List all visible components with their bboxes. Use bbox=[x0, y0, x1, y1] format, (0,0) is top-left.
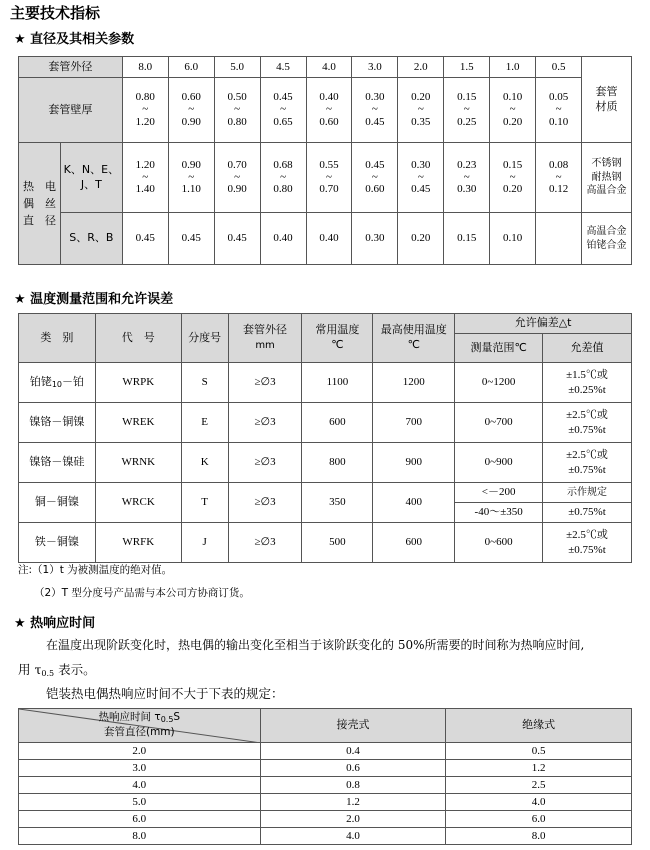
s-cell: 0.45 bbox=[168, 213, 214, 265]
normal-cell: 600 bbox=[302, 403, 373, 443]
diameter-cell: 8.0 bbox=[19, 828, 261, 845]
header-range: 测量范围℃ bbox=[455, 334, 543, 363]
s-cell: 0.30 bbox=[352, 213, 398, 265]
wall-label: 套管壁厚 bbox=[19, 78, 123, 143]
k-cell: 0.30 ~ 0.45 bbox=[398, 143, 444, 213]
max-cell: 1200 bbox=[373, 363, 455, 403]
code-cell: WRNK bbox=[95, 443, 181, 483]
header-od: 套管外径 mm bbox=[228, 314, 302, 363]
s-cell bbox=[536, 213, 582, 265]
od-cell: ≥∅3 bbox=[228, 443, 302, 483]
material-label-2: 材质 bbox=[595, 99, 618, 113]
wall-cell: 0.10 ~ 0.20 bbox=[490, 78, 536, 143]
range-cell: -40～±350 bbox=[455, 503, 543, 523]
range-cell: 0~900 bbox=[455, 443, 543, 483]
header-type: 类 别 bbox=[19, 314, 96, 363]
case-cell: 2.0 bbox=[260, 811, 446, 828]
s-cell: 0.15 bbox=[444, 213, 490, 265]
table-row bbox=[19, 794, 632, 811]
header-normal-temp: 常用温度 ℃ bbox=[302, 314, 373, 363]
header-value: 允差值 bbox=[543, 334, 632, 363]
grade-cell: K bbox=[181, 443, 228, 483]
od-cell: 1.5 bbox=[444, 57, 490, 78]
type-cell: 铁－铜镍 bbox=[19, 523, 96, 563]
od-cell: 1.0 bbox=[490, 57, 536, 78]
table-row bbox=[19, 828, 632, 845]
k-row bbox=[19, 143, 632, 213]
range-cell: 0~600 bbox=[455, 523, 543, 563]
od-cell: 4.0 bbox=[306, 57, 352, 78]
od-cell: ≥∅3 bbox=[228, 523, 302, 563]
range-cell: <－200 bbox=[455, 483, 543, 503]
paragraph-1: 在温度出现阶跃变化时，热电偶的输出变化至相当于该阶跃变化的 50%所需要的时间称为热响应时间, bbox=[46, 638, 585, 652]
paragraph-2: 用 $\tau_{0.5}$ 表示。 bbox=[18, 662, 96, 678]
k-cell: 1.20 ~ 1.40 bbox=[122, 143, 168, 213]
wall-cell: 0.50 ~ 0.80 bbox=[214, 78, 260, 143]
insulated-cell: 4.0 bbox=[446, 794, 632, 811]
grade-cell: T bbox=[181, 483, 228, 523]
wall-cell: 0.80 ~ 1.20 bbox=[122, 78, 168, 143]
table-row bbox=[19, 443, 632, 483]
diag-top-label: 热响应时间 $\tau_{0.5}S$ bbox=[98, 711, 181, 725]
insulated-cell: 2.5 bbox=[446, 777, 632, 794]
type-cell: 铜－铜镍 bbox=[19, 483, 96, 523]
s-cell: 0.20 bbox=[398, 213, 444, 265]
code-cell: WRFK bbox=[95, 523, 181, 563]
wall-cell: 0.30 ~ 0.45 bbox=[352, 78, 398, 143]
k-cell: 0.23 ~ 0.30 bbox=[444, 143, 490, 213]
s-cell: 0.40 bbox=[306, 213, 352, 265]
case-cell: 0.8 bbox=[260, 777, 446, 794]
wire-label: 热 电 偶 丝 直 径 bbox=[19, 143, 61, 265]
wall-cell: 0.60 ~ 0.90 bbox=[168, 78, 214, 143]
section3-heading: ★ 热响应时间 bbox=[14, 616, 96, 631]
k-label: K、N、E、 J、T bbox=[60, 143, 122, 213]
diameter-cell: 5.0 bbox=[19, 794, 261, 811]
grade-cell: S bbox=[181, 363, 228, 403]
tol-cell: 示作规定 bbox=[543, 483, 632, 503]
s-cell: 0.10 bbox=[490, 213, 536, 265]
paragraph-3: 铠装热电偶热响应时间不大于下表的规定： bbox=[46, 686, 284, 701]
diameter-cell: 4.0 bbox=[19, 777, 261, 794]
k-cell: 0.90 ~ 1.10 bbox=[168, 143, 214, 213]
grade-cell: J bbox=[181, 523, 228, 563]
response-time-table bbox=[18, 708, 632, 845]
normal-cell: 500 bbox=[302, 523, 373, 563]
range-cell: 0~1200 bbox=[455, 363, 543, 403]
od-cell: ≥∅3 bbox=[228, 363, 302, 403]
diameter-cell: 2.0 bbox=[19, 743, 261, 760]
od-cell: 8.0 bbox=[122, 57, 168, 78]
tol-cell: ±2.5℃或 ±0.75%t bbox=[543, 403, 632, 443]
k-cell: 0.45 ~ 0.60 bbox=[352, 143, 398, 213]
k-cell: 0.08 ~ 0.12 bbox=[536, 143, 582, 213]
s-cell: 0.45 bbox=[122, 213, 168, 265]
tol-cell: ±1.5℃或 ±0.25%t bbox=[543, 363, 632, 403]
tol-cell: ±2.5℃或 ±0.75%t bbox=[543, 443, 632, 483]
wall-cell: 0.15 ~ 0.25 bbox=[444, 78, 490, 143]
wall-cell: 0.05 ~ 0.10 bbox=[536, 78, 582, 143]
wall-cell: 0.20 ~ 0.35 bbox=[398, 78, 444, 143]
od-cell: 3.0 bbox=[352, 57, 398, 78]
max-cell: 400 bbox=[373, 483, 455, 523]
s-cell: 0.45 bbox=[214, 213, 260, 265]
wall-cell: 0.45 ~ 0.65 bbox=[260, 78, 306, 143]
note-1: 注:（1）t 为被测温度的绝对值。 bbox=[18, 564, 173, 576]
temperature-table bbox=[18, 313, 632, 563]
tol-cell: ±0.75%t bbox=[543, 503, 632, 523]
material-label-1: 套管 bbox=[595, 84, 618, 98]
wall-row bbox=[19, 78, 632, 143]
od-cell: 0.5 bbox=[536, 57, 582, 78]
section2-heading: ★ 温度测量范围和允许误差 bbox=[14, 292, 174, 307]
material-header bbox=[582, 57, 632, 143]
case-cell: 1.2 bbox=[260, 794, 446, 811]
max-cell: 900 bbox=[373, 443, 455, 483]
type-cell: 镍铬－镍硅 bbox=[19, 443, 96, 483]
max-cell: 700 bbox=[373, 403, 455, 443]
table-row bbox=[19, 777, 632, 794]
s-materials: 高温合金 铂铑合金 bbox=[582, 213, 632, 265]
max-cell: 600 bbox=[373, 523, 455, 563]
case-cell: 0.6 bbox=[260, 760, 446, 777]
table-row bbox=[19, 403, 632, 443]
table-row bbox=[19, 363, 632, 403]
k-cell: 0.68 ~ 0.80 bbox=[260, 143, 306, 213]
page-title: 主要技术指标 bbox=[10, 4, 101, 22]
normal-cell: 800 bbox=[302, 443, 373, 483]
s-cell: 0.40 bbox=[260, 213, 306, 265]
insulated-cell: 8.0 bbox=[446, 828, 632, 845]
od-cell: 5.0 bbox=[214, 57, 260, 78]
diameter-cell: 3.0 bbox=[19, 760, 261, 777]
od-cell: ≥∅3 bbox=[228, 403, 302, 443]
od-row bbox=[19, 57, 632, 78]
code-cell: WRPK bbox=[95, 363, 181, 403]
grade-cell: E bbox=[181, 403, 228, 443]
table-row bbox=[19, 760, 632, 777]
insulated-cell: 0.5 bbox=[446, 743, 632, 760]
insulated-cell: 1.2 bbox=[446, 760, 632, 777]
k-cell: 0.55 ~ 0.70 bbox=[306, 143, 352, 213]
header-insulated-type: 绝缘式 bbox=[446, 709, 632, 743]
type-cell: 铂铑$_{10}$－铂 bbox=[19, 363, 96, 403]
tol-cell: ±2.5℃或 ±0.75%t bbox=[543, 523, 632, 563]
od-cell: 6.0 bbox=[168, 57, 214, 78]
type-cell: 镍铬－铜镍 bbox=[19, 403, 96, 443]
note-2: （2）T 型分度号产品需与本公司方协商订货。 bbox=[34, 587, 250, 599]
od-cell: 4.5 bbox=[260, 57, 306, 78]
case-cell: 0.4 bbox=[260, 743, 446, 760]
table-row bbox=[19, 743, 632, 760]
table-row bbox=[19, 523, 632, 563]
k-cell: 0.15 ~ 0.20 bbox=[490, 143, 536, 213]
diameter-cell: 6.0 bbox=[19, 811, 261, 828]
table-row bbox=[19, 811, 632, 828]
wall-cell: 0.40 ~ 0.60 bbox=[306, 78, 352, 143]
header-grade: 分度号 bbox=[181, 314, 228, 363]
od-cell: ≥∅3 bbox=[228, 483, 302, 523]
case-cell: 4.0 bbox=[260, 828, 446, 845]
diameter-table bbox=[18, 56, 632, 265]
header-code: 代 号 bbox=[95, 314, 181, 363]
insulated-cell: 6.0 bbox=[446, 811, 632, 828]
od-label: 套管外径 bbox=[19, 57, 123, 78]
table-row bbox=[19, 483, 632, 503]
s-row bbox=[19, 213, 632, 265]
header-max-temp: 最高使用温度 ℃ bbox=[373, 314, 455, 363]
k-cell: 0.70 ~ 0.90 bbox=[214, 143, 260, 213]
normal-cell: 1100 bbox=[302, 363, 373, 403]
od-cell: 2.0 bbox=[398, 57, 444, 78]
section1-heading: ★ 直径及其相关参数 bbox=[14, 32, 135, 47]
header-tolerance: 允许偏差△t bbox=[455, 314, 632, 334]
k-materials: 不锈钢 耐热钢 高温合金 bbox=[582, 143, 632, 213]
diag-bottom-label: 套管直径(mm) bbox=[103, 725, 175, 738]
code-cell: WRCK bbox=[95, 483, 181, 523]
range-cell: 0~700 bbox=[455, 403, 543, 443]
code-cell: WREK bbox=[95, 403, 181, 443]
header-case-type: 接壳式 bbox=[260, 709, 446, 743]
diagonal-header bbox=[19, 709, 261, 743]
s-label: S、R、B bbox=[60, 213, 122, 265]
normal-cell: 350 bbox=[302, 483, 373, 523]
